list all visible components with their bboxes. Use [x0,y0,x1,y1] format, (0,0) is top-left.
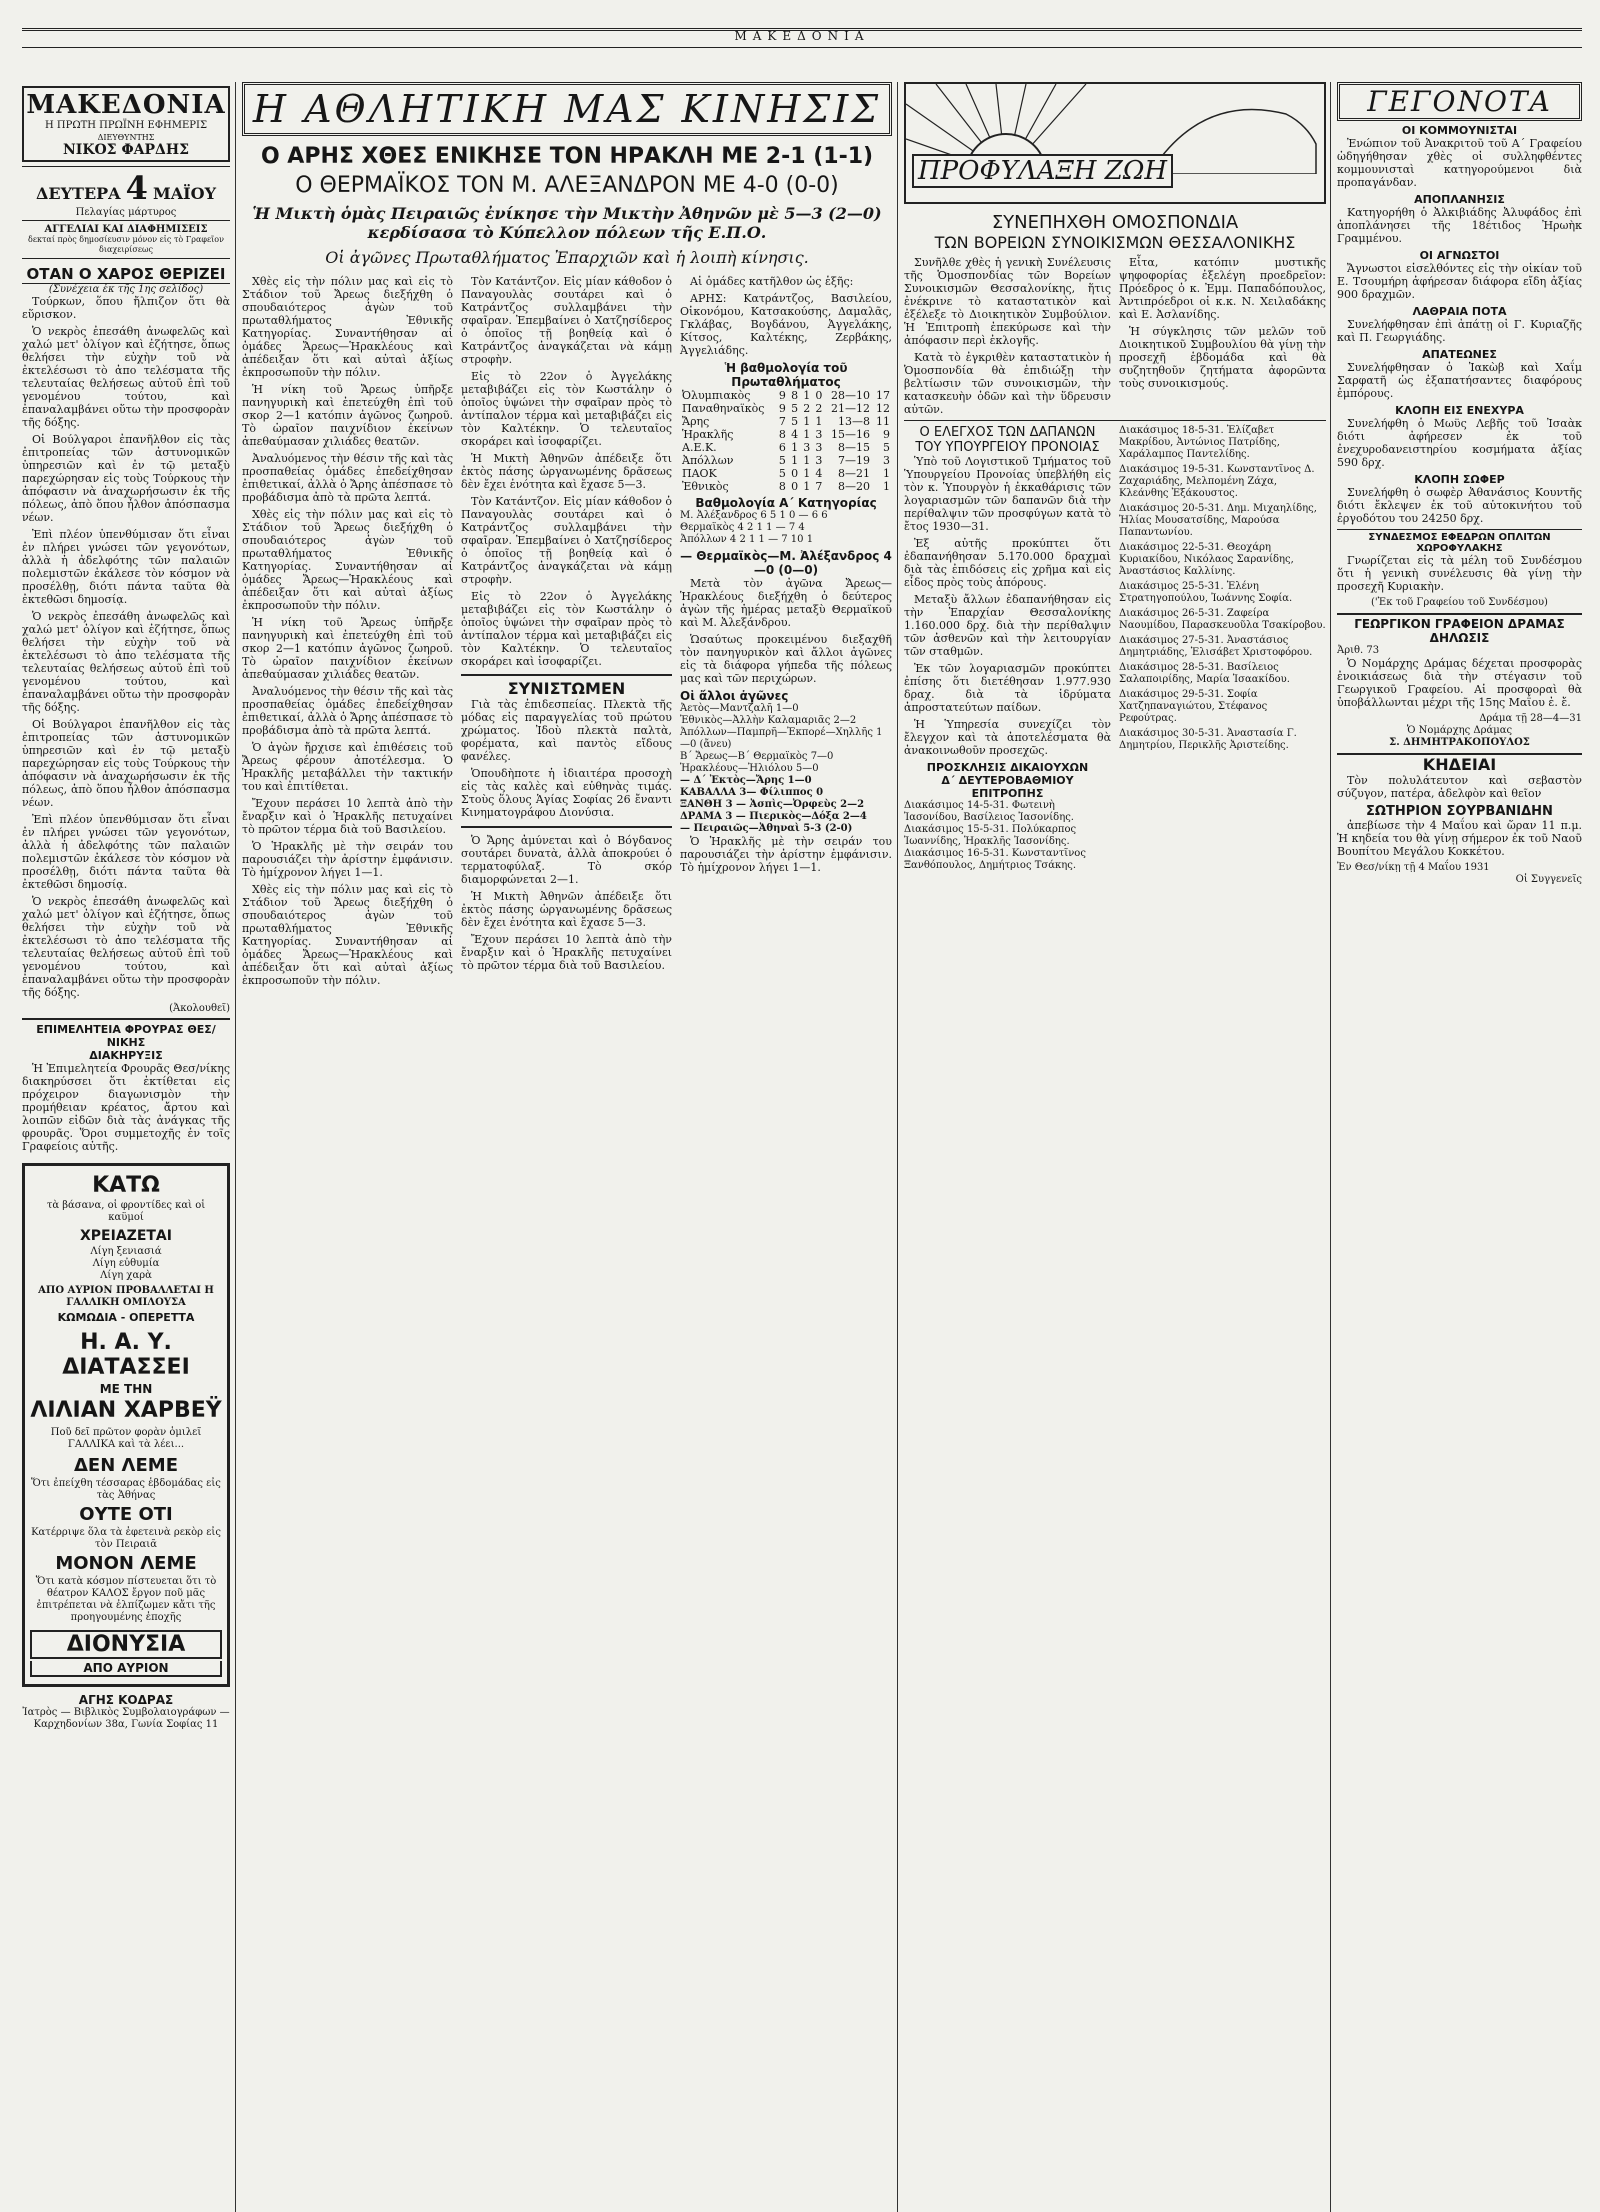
standings-value: 28—10 [831,389,871,402]
center-right-section [904,82,1326,872]
sports-paragraph: Ἡ νίκη τοῦ Ἄρεως ὑπῆρξε πανηγυρικὴ καὶ ἐπετεύχθη ἐπὶ τοῦ σκορ 2—1 κατόπιν ἀγῶνος ζωηροῦ. Τὸ ὡραῖον παιχνίδιον ἐκείνων ἀπεθαύμασαν χιλιάδες θεατῶν. [242,616,453,681]
sports-headline-2: Ο ΘΕΡΜΑΪΚΟΣ ΤΟΝ Μ. ΑΛΕΞΑΝΔΡΟΝ ΜΕ 4-0 (0-0) [295,173,839,198]
director-name: ΝΙΚΟΣ ΦΑΡΔΗΣ [62,142,190,158]
sports-paragraph: Ἡ Μικτὴ Ἀθηνῶν ἀπέδειξε ὅτι ἐκτὸς πάσης ὡργανωμένης δρᾶσεως δὲν ἔχει ἐνότητα καὶ ἔχασε 5—3. [461,452,672,491]
sports-paragraph: Χθὲς εἰς τὴν πόλιν μας καὶ εἰς τὸ Στάδιον τοῦ Ἄρεως διεξήχθη ὁ σπουδαιότερος ἀγὼν τοῦ πρωταθλήματος Ἐθνικῆς Κατηγορίας. Συναντήθησαν αἱ ὁμάδες Ἄρεως—Ἡρακλέους καὶ ἀπέδειξαν ὅτι καὶ αὐταὶ ἀξίως ἐκπροσωποῦν τὴν πόλιν. [242,508,453,612]
sports-paragraph: Ἡ Μικτὴ Ἀθηνῶν ἀπέδειξε ὅτι ἐκτὸς πάσης ὡργανωμένης δρᾶσεως δὲν ἔχει ἐνότητα καὶ ἔχασε 5—3. [461,890,672,929]
ad-oute: ΟΥΤΕ ΟΤΙ [79,1504,173,1525]
news-item-text: Ἄγνωστοι εἰσελθόντες εἰς τὴν οἰκίαν τοῦ Ε. Τσουμήρη ἀφήρεσαν διάφορα εἴδη ἀξίας 900 δραχμῶν. [1337,262,1582,301]
office-date: Δράμα τῇ 28—4—31 [1479,713,1582,724]
column-rule [1330,82,1331,2212]
funeral-title: ΚΗΔΕΙΑΙ [1337,753,1582,774]
standings-value: 2 [815,402,823,415]
story-paragraph: Τούρκων, ὅπου ἤλπιζον ὅτι θὰ εὕρισκον. [22,295,230,321]
cinema-ad [22,1163,230,1687]
newspaper-page [22,30,1582,2188]
standings-value: 8—15 [838,441,871,454]
standings-value: 11 [876,415,890,428]
standings-value: 5 [778,454,786,467]
sports-banner-text: Η ΑΘΛΗΤΙΚΗ ΜΑΣ ΚΙΝΗΣΙΣ [252,87,882,131]
notice-block [22,1018,230,1153]
standings-team: Ἀπόλλων [682,454,734,467]
standings-value: 8—21 [838,467,871,480]
sports-paragraph: Ὁ Ἡρακλῆς μὲ τὴν σειράν του παρουσιάζει τὴν ἀρίστην ἐμφάνισιν. Τὸ ἡμίχρονον λήγει 1—1. [242,840,453,879]
ad-needs-1: Λίγη ξενιασιά [90,1246,162,1257]
sports-paragraph: Ἀναλυόμενος τὴν θέσιν τῆς καὶ τὰς προσπαθείας ὁμάδες ἐπεδείχθησαν ἐπιθετικαί, ἀλλὰ ὁ Ἄρης ἀπέσπασε τὸ προβάδισμα ἀπὸ τὰ πρῶτα λεπτά. [242,452,453,504]
assoc-sign: ('Ἐκ τοῦ Γραφείου τοῦ Συνδέσμου) [1371,597,1548,608]
ad-needs: ΧΡΕΙΑΖΕΤΑΙ [80,1228,172,1244]
standings-value: 1 [815,415,823,428]
news-item-title: ΑΠΟΠΛΑΝΗΣΙΣ [1414,193,1505,206]
funeral-date: Ἐν Θεσ/νίκῃ τῇ 4 Μαΐου 1931 [1337,862,1490,873]
office-sub: ΔΗΛΩΣΙΣ [1429,631,1490,645]
column-rule [235,82,236,2212]
standings-row [680,428,892,441]
masthead-box [22,86,230,162]
control-text: Ὑπὸ τοῦ Λογιστικοῦ Τμήματος τοῦ Ὑπουργείου Προνοίας ὑπεβλήθη εἰς τὸν κ. Ὑπουργὸν ἡ ἐκκαθάρισις τῶν λογαριασμῶν τῶν δαπανῶν διὰ τὴν περίθαλψιν τῶν προσφύγων κατὰ τὸ ἔτος 1930—31. [904,455,1111,533]
federation-col-a [904,256,1111,420]
standings-value: 3 [815,454,823,467]
teams-lineup: ΑΡΗΣ: Κατράντζος, Βασιλείου, Οἰκονόμου, Κατσακούσης, Δαμαλᾶς, Γκλάβας, Βογδάνου, Ἀγγελάκης, Κίτσος, Καλτέκης, Ζερβάκης, Ἀγγελιάδης. [680,292,892,357]
ad-genre: ΚΩΜΩΔΙΑ - ΟΠΕΡΕΤΤΑ [57,1311,195,1324]
standings-value: 15—16 [831,428,871,441]
sports-headline-3: Ἡ Μικτὴ ὁμὰς Πειραιῶς ἐνίκησε τὴν Μικτὴν Ἀθηνῶν μὲ 5—3 (2—0) κερδίσασα τὸ Κύπελλον πόλεων τῆς Ε.Π.Ο. [252,204,882,242]
recommend-box [461,674,672,828]
news-item-title: ΟΙ ΑΓΝΩΣΤΟΙ [1419,249,1500,262]
other-result: Ἡρακλέους—Ἠλιόλου 5—0 [680,763,819,774]
other-result: Ἀπόλλων—Παμπρῆ—Ἐκπορέ—Χηλλῆς 1—0 (ἄνευ) [680,727,883,750]
news-list [1337,124,1582,525]
sub-match-text: Μετὰ τὸν ἀγῶνα Ἄρεως—Ἡρακλέους διεξήχθη ὁ δεύτερος ἀγὼν τῆς ἡμέρας μεταξὺ Θερμαϊκοῦ καὶ Μ. Ἀλεξάνδρου. [680,577,892,629]
sports-col-b [461,275,672,991]
standings-value: 1 [803,454,811,467]
story-paragraph: Ὁ νεκρὸς ἐπεσάθη ἀνωφελῶς καὶ χαλώ μετ' ὀλίγον καὶ ἐζήτησε, ὅπως θελήσει τὴν εὐχὴν τοῦ νὰ ἐκτελέσωσι τὸ ἀπο τελέσματα τῆς τελευταίας θελήσεως αὐτοῦ ἐπὶ τοῦ γενομένου τούτου, καὶ ἐπαναλαμβάνει οὕτω τὴν προσφορὰν τῆς δόξης. [22,895,230,999]
recommend-text-2: Ὁπουδὴποτε ἡ ἰδιαιτέρα προσοχὴ εἰς τὰς καλὲς καὶ εὐθηνὰς τιμάς. Στοὺς ὅλους Ἁγίας Σοφίας 26 ἔναντι Κινηματογράφου Διονύσια. [461,767,672,819]
standings-value: 4 [815,467,823,480]
sched-row: Διακάσιμος 25-5-31. Ἑλένη Στρατηγοπούλου, Ἰωάννης Σοφία. [1119,581,1293,604]
sports-paragraph: Εἰς τὸ 22ον ὁ Ἀγγελάκης μεταβιβάζει εἰς τὸν Κωστάλην ὁ ὁποῖος ὑψώνει τὴν σφαῖραν πρὸς τὸ ἀντίπαλον τέρμα καὶ μεταβιβάζει εἰς τὸν Καλτέκην. Ὁ τελευταῖος σκοράρει καὶ ἰσοφαρίζει. [461,370,672,448]
news-item-text: Συνελήφθη ὁ Μωϋς Λεβῆς τοῦ Ἰσαὰκ διότι ἀφήρεσεν ἐκ τοῦ ἐνεχυροδανειστηρίου κοσμήματα ἀξίας 590 δρχ. [1337,417,1582,469]
standings-row [680,454,892,467]
sched-row: Διακάσιμος 26-5-31. Ζαφείρα Ναουμίδου, Παρασκευοῦλα Τσακίροβου. [1119,608,1326,631]
news-banner-text: ΓΕΓΟΝΟΤΑ [1367,85,1552,118]
standings-team: Ἐθνικὸς [682,480,729,493]
sports-section [242,82,892,991]
funeral-family: Οἱ Συγγενεῖς [1515,874,1582,885]
standings-value: 3 [815,428,823,441]
ads-notice [22,224,230,259]
federation-col-b [1119,256,1326,420]
standings-value: 9 [778,402,786,415]
month-name: ΜΑΪΟΥ [153,184,216,203]
standings-value: 1 [883,480,890,493]
b-row: Ἀπόλλων 4 2 1 1 — 7 10 1 [680,534,814,545]
standings-value: 1 [883,467,890,480]
other-result: Ἐθνικὸς—Ἀλλὴν Καλαμαριᾶς 2—2 [680,715,857,726]
sports-headline-4: Οἱ ἀγῶνες Πρωταθλήματος Ἐπαρχιῶν καὶ ἡ λοιπὴ κίνησις. [325,248,809,267]
standings-value: 8 [791,389,799,402]
claimants-title-2: Δ΄ ΔΕΥΤΕΡΟΒΑΘΜΙΟΥ ΕΠΙΤΡΟΠΗΣ [941,774,1074,800]
sports-col-a [242,275,453,991]
sports-paragraph: Ὁ Ἄρης ἀμύνεται καὶ ὁ Βόγδανος σουτάρει δυνατὰ, ἀλλὰ ἀποκρούει ὁ τερματοφύλαξ. Τὸ σκόρ διαμορφώνεται 2—1. [461,834,672,886]
ads-heading: ΑΓΓΕΛΙΑΙ ΚΑΙ ΔΙΑΦΗΜΙΣΕΙΣ [44,224,208,235]
office-title: ΓΕΩΡΓΙΚΟΝ ΓΡΑΦΕΙΟΝ ΔΡΑΜΑΣ [1337,613,1582,631]
sched-row: Διακάσιμος 19-5-31. Κωνσταντῖνος Δ. Ζαχαριάδης, Μελπομένη Ζάχα, Κλεάνθης Ἐξάκουστος. [1119,464,1315,499]
news-banner [1337,82,1582,121]
news-item-text: Συνελήφθη ὁ σωφὲρ Ἀθανάσιος Κουντῆς διότι ἔκλεψεν ἐκ τοῦ αὐτοκινήτου τοῦ ἐργοδότου του 24250 δρχ. [1337,486,1582,525]
day-name: ΔΕΥΤΕΡΑ [36,184,121,203]
standings-title: Ἡ βαθμολογία τοῦ Πρωταθλήματος [724,361,848,389]
standings-value: 3 [803,441,811,454]
mid-result: — Πειραιῶς—Ἀθηναὶ 5-3 (2-0) [680,823,853,834]
other-result: Ἀετὸς—Μαντζαλῆ 1—0 [680,703,799,714]
standings-value: 3 [883,454,890,467]
control-text: Μεταξὺ ἄλλων ἐδαπανήθησαν εἰς τὴν Ἐπαρχίαν Θεσσαλονίκης 1.160.000 δρχ. διὰ τὴν περίθαλψιν τῶν ἀσθενῶν καὶ τὴν λειτουργίαν τῶν σταθμῶν. [904,593,1111,658]
sports-headline-1: Ο ΑΡΗΣ ΧΘΕΣ ΕΝΙΚΗΣΕ ΤΟΝ ΗΡΑΚΛΗ ΜΕ 2-1 (1-1) [260,144,874,169]
profylaxis-logo-text: ΠΡΟΦΥΛΑΞΗ ΖΩΗ [912,154,1173,188]
standings-value: 1 [803,467,811,480]
profylaxis-logo [904,82,1326,204]
standings-team: Ἄρης [682,415,710,428]
sched-row: Διακάσιμος 15-5-31. Πολύκαρπος Ἰωαννίδης, Ἡρακλῆς Ἰασονίδης. [904,824,1077,847]
standings-value: 13—8 [838,415,871,428]
sports-paragraph: Ὁ Ἡρακλῆς μὲ τὴν σειράν του παρουσιάζει τὴν ἀρίστην ἐμφάνισιν. Τὸ ἡμίχρονον λήγει 1—1. [680,835,892,874]
mid-result: — Δ΄ Ἐκτὸς—Ἄρης 1—0 [680,775,812,786]
claimants-title: ΠΡΟΣΚΛΗΣΙΣ ΔΙΚΑΙΟΥΧΩΝ [926,761,1089,774]
paper-subtitle: Η ΠΡΩΤΗ ΠΡΩΪΝΗ ΕΦΗΜΕΡΙΣ [44,120,208,131]
standings-value: 17 [876,389,890,402]
standings-value: 5 [778,467,786,480]
standings-team: Α.Ε.Κ. [682,441,717,454]
standings-value: 7 [778,415,786,428]
standings-value: 21—12 [831,402,871,415]
funeral-name: ΣΩΤΗΡΙΟΝ ΣΟΥΡΒΑΝΙΔΗΝ [1366,804,1553,819]
federation-text: Εἶτα, κατόπιν μυστικῆς ψηφοφορίας ἐξελέγη προεδρεῖον: Πρόεδρος ὁ κ. Ἐμμ. Παπαδόπουλος, Ἀντιπρόεδροι οἱ κ.κ. Ν. Χειλαδάκης καὶ Ε. Ἀσλανίδης. [1119,256,1326,321]
standings-value: 6 [778,441,786,454]
recommend-text: Γιὰ τὰς ἐπιδεσπείας. Πλεκτὰ τῆς μόδας εἰς παραγγελίας τοῦ πρώτου χρώματος. Ἰδοὺ πλεκτὰ παλτὰ, φορέματα, καὶ παντὸς εἴδους φανέλες. [461,698,672,763]
news-section [1337,82,1582,886]
ad-lilian: ΛΙΛΙΑΝ ΧΑΡΒΕΫ [30,1398,222,1423]
standings-value: 5 [791,402,799,415]
doctor-name: ΑΓΗΣ ΚΟΔΡΑΣ [78,1693,174,1707]
news-item-title: ΚΛΟΠΗ ΣΩΦΕΡ [1414,473,1505,486]
others-title: Οἱ ἄλλοι ἀγῶνες [680,689,789,703]
office-name: Σ. ΔΗΜΗΤΡΑΚΟΠΟΥΛΟΣ [1389,737,1530,748]
standings-value: 8—20 [838,480,871,493]
mid-result: ΔΡΑΜΑ 3 — Πιερικὸς—Δόξα 2—4 [680,811,867,822]
sched-row: Διακάσιμος 16-5-31. Κωνσταντῖνος Ξανθόπουλος, Δημήτριος Τσάκης. [904,848,1086,871]
control-text: Ἐξ αὐτῆς προκύπτει ὅτι ἐδαπανήθησαν 5.170.000 δραχμαὶ διὰ τὰς ἐπιδόσεις εἰς χρῆμα καὶ εἰς εἶδος πρὸς τοὺς ἀπόρους. [904,537,1111,589]
story-paragraph: Ὁ νεκρὸς ἐπεσάθη ἀνωφελῶς καὶ χαλώ μετ' ὀλίγον καὶ ἐζήτησε, ὅπως θελήσει τὴν εὐχὴν τοῦ νὰ ἐκτελέσωσι τὸ ἀπο τελέσματα τῆς τελευταίας θελήσεως αὐτοῦ ἐπὶ τοῦ γενομένου τούτου, καὶ ἐπαναλαμβάνει οὕτω τὴν προσφορὰν τῆς δόξης. [22,325,230,429]
news-item-title: ΛΑΘΡΑΙΑ ΠΟΤΑ [1412,305,1507,318]
sched-row: Διακάσιμος 28-5-31. Βασίλειος Σαλαποιρίδης, Μαρία Ἰσαακίδου. [1119,662,1290,685]
sched-row: Διακάσιμος 27-5-31. Ἀναστάσιος Δημητριάδης, Ἐλισάβετ Χριστοφόρου. [1119,635,1313,658]
b-standings-title: Βαθμολογία Α΄ Κατηγορίας [695,496,877,510]
control-col-a [904,425,1111,872]
federation-headline-1: ΣΥΝΕΠΗΧΘΗ ΟΜΟΣΠΟΝΔΙΑ [991,212,1239,233]
ads-text: δεκταί πρὸς δημοσίευσιν μόνον εἰς τὸ Γραφεῖον διαχειρίσεως [28,235,224,254]
sched-row: Διακάσιμος 20-5-31. Δημ. Μιχαηλίδης, Ἠλίας Μουσατσίδης, Μαρούσα Παπαντωνίου. [1119,503,1317,538]
teams-intro: Αἱ ὁμάδες κατῆλθον ὡς ἑξῆς: [690,275,854,288]
sports-paragraph: Ἡ νίκη τοῦ Ἄρεως ὑπῆρξε πανηγυρικὴ καὶ ἐπετεύχθη ἐπὶ τοῦ σκορ 2—1 κατόπιν ἀγῶνος ζωηροῦ. Τὸ ὡραῖον παιχνίδιον ἐκείνων ἀπεθαύμασαν χιλιάδες θεατῶν. [242,383,453,448]
sports-paragraph: Χθὲς εἰς τὴν πόλιν μας καὶ εἰς τὸ Στάδιον τοῦ Ἄρεως διεξήχθη ὁ σπουδαιότερος ἀγὼν τοῦ πρωταθλήματος Ἐθνικῆς Κατηγορίας. Συναντήθησαν αἱ ὁμάδες Ἄρεως—Ἡρακλέους καὶ ἀπέδειξαν ὅτι καὶ αὐταὶ ἀξίως ἐκπροσωποῦν τὴν πόλιν. [242,883,453,987]
standings-value: 1 [803,480,811,493]
story-paragraph: Ἐπὶ πλέον ὑπενθύμισαν ὅτι εἶναι ἐν πλήρει γνώσει τῶν γεγονότων, ἀλλὰ ἡ ἀδελφότης τῶν παλαιῶν πολεμιστῶν ἐκάλεσε τὸν κόσμον νὰ προσέλθῃ, διότι πάντα ταῦτα θὰ ἐκτεθῶσι δημοσίᾳ. [22,528,230,606]
left-column [22,82,230,1731]
ad-needs-3: Λίγη χαρὰ [100,1270,152,1281]
b-row: Θερμαϊκὸς 4 2 1 1 — 7 4 [680,522,805,533]
ad-from: ΑΠΟ ΑΥΡΙΟΝ [30,1661,222,1677]
column-rule [897,82,898,2212]
sched-row: Διακάσιμος 22-5-31. Θεοχάρη Κυριακίδου, Νικόλαος Σαρανίδης, Ἀναστάσιος Καλλίνης. [1119,542,1294,577]
news-item-title: ΑΠΑΤΕΩΝΕΣ [1422,348,1497,361]
assoc-title: ΣΥΝΔΕΣΜΟΣ ΕΦΕΔΡΩΝ ΟΠΛΙΤΩΝ ΧΩΡΟΦΥΛΑΚΗΣ [1337,529,1582,554]
standings-value: 12 [876,402,890,415]
ad-needs-2: Λίγη εὐθυμία [92,1258,160,1269]
sports-paragraph: Ὁ ἀγὼν ἤρχισε καὶ ἐπιθέσεις τοῦ Ἄρεως φέρουν ἀποτέλεσμα. Ὁ Ἡρακλῆς μεταβάλλει τὴν τακτικήν του καὶ ἐπιτίθεται. [242,741,453,793]
sports-paragraph: Ἔχουν περάσει 10 λεπτὰ ἀπὸ τὴν ἔναρξιν καὶ ὁ Ἡρακλῆς πετυχαίνει τὸ πρῶτον τέρμα διὰ τοῦ Βασιλείου. [461,933,672,972]
ad-tomorrow: ΑΠΟ ΑΥΡΙΟΝ ΠΡΟΒΑΛΛΕΤΑΙ Η ΓΑΛΛΙΚΗ ΟΜΙΛΟΥΣΑ [38,1285,214,1308]
federation-headline-2: ΤΩΝ ΒΟΡΕΙΩΝ ΣΥΝΟΙΚΙΣΜΩΝ ΘΕΣΣΑΛΟΝΙΚΗΣ [934,233,1296,252]
standings-value: 2 [803,402,811,415]
standings-value: 0 [791,467,799,480]
story-title: ΟΤΑΝ Ο ΧΑΡΟΣ ΘΕΡΙΖΕΙ [22,265,230,284]
standings-value: 1 [803,415,811,428]
news-item-text: Ἐνώπιον τοῦ Ἀνακριτοῦ τοῦ Α΄ Γραφείου ὡδηγήθησαν χθὲς οἱ συλληφθέντες κομμουνισταὶ κατηγορούμενοι διὰ προπαγάνδαν. [1337,137,1582,189]
sports-col-c [680,275,892,991]
sched-row: Διακάσιμος 30-5-31. Ἀναστασία Γ. Δημητρίου, Περικλῆς Ἀριστείδης. [1119,728,1297,751]
story-paragraph: Οἱ Βούλγαροι ἐπανῆλθον εἰς τὰς ἐπιτροπείας τῶν ἀστυνομικῶν ὑπηρεσιῶν καὶ ἐν τῷ μεταξὺ παρεχώρησαν εἰς τοὺς Τούρκους τὴν ἀπόφασιν νὰ ἀναχωρήσωσιν ἐκ τῆς πόλεως, ἀπὸ ὅπου ἦλθον ἀπόσπασμα νέων. [22,718,230,809]
mid-result: ΚΑΒΑΛΛΑ 3— Φίλιππος 0 [680,787,824,798]
news-item-title: ΚΛΟΠΗ ΕΙΣ ΕΝΕΧΥΡΑ [1395,404,1524,417]
story-paragraph: Οἱ Βούλγαροι ἐπανῆλθον εἰς τὰς ἐπιτροπείας τῶν ἀστυνομικῶν ὑπηρεσιῶν καὶ ἐν τῷ μεταξὺ παρεχώρησαν εἰς τοὺς Τούρκους τὴν ἀπόφασιν νὰ ἀναχωρήσωσιν ἐκ τῆς πόλεως, ἀπὸ ὅπου ἦλθον ἀπόσπασμα νέων. [22,433,230,524]
ad-monon: ΜΟΝΟΝ ΛΕΜΕ [55,1553,197,1574]
notice-title: ΕΠΙΜΕΛΗΤΕΙΑ ΦΡΟΥΡΑΣ ΘΕΣ/ΝΙΚΗΣ [36,1023,216,1049]
sports-paragraph: Ἔχουν περάσει 10 λεπτὰ ἀπὸ τὴν ἔναρξιν καὶ ὁ Ἡρακλῆς πετυχαίνει τὸ πρῶτον τέρμα διὰ τοῦ Βασιλείου. [242,797,453,836]
standings-team: Ἡρακλῆς [682,428,734,441]
sports-paragraph: Ὡσαύτως προκειμένου διεξαχθῆ τὸν πανηγυρικὸν καὶ ἄλλοι ἀγῶνες εἰς τὰ διάφορα γήπεδα τῆς πόλεως μας καὶ τῶν περιχώρων. [680,633,892,685]
standings-value: 0 [815,389,823,402]
sub-match: — Θερμαϊκὸς—Μ. Ἀλέξανδρος 4—0 (0—0) [680,549,892,577]
sports-columns [242,275,892,991]
ad-monon-sub: Ὅτι κατὰ κόσμον πίστευεται ὅτι τὸ θέατρον ΚΑΛΟΣ ἔργον ποῦ μᾶς ἐπιτρέπεται νὰ ἐλπίζωμεν κἄτι τῆς προηγουμένης ἐποχῆς [35,1576,217,1623]
news-item-text: Συνελήφθησαν ὁ Ἰακὼβ καὶ Χαΐμ Σαρφατῆ ὡς ἐξαπατήσαντες διαφόρους ἐμπόρους. [1337,361,1582,400]
story-paragraph: Ἐπὶ πλέον ὑπενθύμισαν ὅτι εἶναι ἐν πλήρει γνώσει τῶν γεγονότων, ἀλλὰ ἡ ἀδελφότης τῶν παλαιῶν πολεμιστῶν ἐκάλεσε τὸν κόσμον νὰ προσέλθῃ, διότι πάντα ταῦτα θὰ ἐκτεθῶσι δημοσίᾳ. [22,813,230,891]
standings-value: 1 [803,389,811,402]
sched-row: Διακάσιμος 29-5-31. Σοφία Χατζηπαναγιώτου, Στέφανος Ρεφούτρας. [1119,689,1268,724]
paper-title: ΜΑΚΕΔΟΝΙΑ [26,90,226,120]
standings-team: Ὀλυμπιακὸς [682,389,751,402]
sports-paragraph: Εἰς τὸ 22ον ὁ Ἀγγελάκης μεταβιβάζει εἰς τὸν Κωστάλην ὁ ὁποῖος ὑψώνει τὴν σφαῖραν πρὸς τὸ ἀντίπαλον τέρμα καὶ μεταβιβάζει εἰς τὸν Καλτέκην. Ὁ τελευταῖος σκοράρει καὶ ἰσοφαρίζει. [461,590,672,668]
director-label: ΔΙΕΥΘΥΝΤΗΣ [97,133,155,142]
news-item-text: Κατηγορήθη ὁ Ἀλκιβιάδης Ἀλυφάδος ἐπὶ ἀποπλάνησει τῆς 18έτιδος Ἠρωὴκ Γραμμένου. [1337,206,1582,245]
ad-cinema: ΔΙΟΝΥΣΙΑ [30,1630,222,1659]
assoc-text: Γνωρίζεται εἰς τὰ μέλη τοῦ Συνδέσμου ὅτι ἡ γενικὴ συνέλευσις θὰ γίνῃ τὴν προσεχῆ Κυριακὴν. [1337,554,1582,593]
federation-text: Συνῆλθε χθὲς ἡ γενικὴ Συνέλευσις τῆς Ὁμοσπονδίας τῶν Βορείων Συνοικισμῶν Θεσσαλονίκης, ἥτις ἐνέκρινε τὸ καταστατικὸν καὶ ἐξέλεξε τὸ Διοικητικὸν Συμβούλιον. Ἡ Ἐπιτροπὴ ἐπεκύρωσε καὶ τὴν ἀπόφασιν περὶ ἐκλογῆς. [904,256,1111,347]
control-headline-1: Ο ΕΛΕΓΧΟΣ ΤΩΝ ΔΑΠΑΝΩΝ [919,425,1096,440]
story-sign: (Ἀκολουθεῖ) [169,1003,230,1014]
sched-row: Διακάσιμος 14-5-31. Φωτεινὴ Ἰασονίδου, Βασίλειος Ἰασονίδης. [904,800,1074,823]
mid-result: ΞΑΝΘΗ 3 — Ἀσπὶς—Ὀρφεὺς 2—2 [680,799,865,810]
standings-value: 3 [815,441,823,454]
standings-row [680,467,892,480]
standings-row [680,441,892,454]
standings-row [680,389,892,402]
sports-paragraph: Ἀναλυόμενος τὴν θέσιν τῆς καὶ τὰς προσπαθείας ὁμάδες ἐπεδείχθησαν ἐπιθετικαί, ἀλλὰ ὁ Ἄρης ἀπέσπασε τὸ προβάδισμα ἀπὸ τὰ πρῶτα λεπτά. [242,685,453,737]
saint-day: Πελαγίας μάρτυρος [75,207,177,218]
control-headline-2: ΤΟΥ ΥΠΟΥΡΓΕΙΟΥ ΠΡΟΝΟΙΑΣ [915,440,1100,455]
ad-me: ΜΕ ΤΗΝ [99,1382,153,1396]
federation-text: Κατὰ τὸ ἐγκριθὲν καταστατικὸν ἡ Ὁμοσπονδία θὰ ἐπιδιώξῃ τὴν βελτίωσιν τῶν συνοικισμῶν, τὴν κατασκευὴν ὁδῶν καὶ τὴν ὕδρευσιν αὐτῶν. [904,351,1111,416]
date-number: 4 [125,169,148,207]
control-col-b [1119,425,1326,872]
standings-row [680,402,892,415]
sched-row: Διακάσιμος 18-5-31. Ἐλίζαβετ Μακρίδου, Ἀντώνιος Πατρίδης, Χαράλαμπος Παντελίδης. [1119,425,1280,460]
standings-value: 8 [778,480,786,493]
news-item-title: ΟΙ ΚΟΜΜΟΥΝΙΣΤΑΙ [1401,124,1518,137]
standings-value: 1 [803,428,811,441]
funeral-text-2: ἀπεβίωσε τὴν 4 Μαΐου καὶ ὥραν 11 π.μ. Ἡ κηδεία του θὰ γίνῃ σήμερον ἐκ τοῦ Ναοῦ Βουπίτου Μεγάλου Κοκκέτου. [1337,819,1582,858]
ad-den-sub: Ὅτι ἐπείχθη τέσσαρας ἑβδομάδας εἰς τὰς Ἀθήνας [31,1478,221,1501]
standings-value: 7 [815,480,823,493]
standings-value: 1 [791,454,799,467]
standings-value: 7—19 [838,454,871,467]
ad-kato-sub: τὰ βάσανα, οἱ φροντίδες καὶ οἱ καϋμοί [46,1200,206,1223]
news-item-text: Συνελήφθησαν ἐπὶ ἀπάτῃ οἱ Γ. Κυριαζῆς καὶ Π. Γεωργιάδης. [1337,318,1582,344]
recommend-title: ΣΥΝΙΣΤΩΜΕΝ [507,679,626,698]
sports-banner [242,82,892,136]
standings-value: 5 [883,441,890,454]
standings-value: 9 [778,389,786,402]
standings-value: 9 [883,428,890,441]
masthead-strip-text: ΜΑΚΕΔΟΝΙΑ [734,29,870,43]
date-box [22,166,230,221]
ad-oute-sub: Κατέρριψε ὅλα τὰ ἐφετεινὰ ρεκὸρ εἰς τὸν Πειραιᾶ [31,1527,221,1550]
standings-value: 0 [791,480,799,493]
sports-paragraph: Χθὲς εἰς τὴν πόλιν μας καὶ εἰς τὸ Στάδιον τοῦ Ἄρεως διεξήχθη ὁ σπουδαιότερος ἀγὼν τοῦ πρωταθλήματος Ἐθνικῆς Κατηγορίας. Συναντήθησαν αἱ ὁμάδες Ἄρεως—Ἡρακλέους καὶ ἀπέδειξαν ὅτι καὶ αὐταὶ ἀξίως ἐκπροσωποῦν τὴν πόλιν. [242,275,453,379]
control-text: Ἡ Ὑπηρεσία συνεχίζει τὸν ἔλεγχον καὶ τὰ ἀποτελέσματα θὰ ἀνακοινωθοῦν προσεχῶς. [904,718,1111,757]
ad-poy: Ποῦ δεῖ πρῶτον φορὰν ὁμιλεῖ ΓΑΛΛΙΚΑ καὶ τὰ λέει... [50,1427,202,1450]
control-body [904,420,1326,872]
office-text: Ὁ Νομάρχης Δράμας δέχεται προσφορὰς ἐνοικιάσεως διὰ τὴν στέγασιν τοῦ Γεωργικοῦ Γραφείου. Αἱ προσφοραὶ θὰ ὑποβάλλωνται μέχρι τῆς 15ης Μαΐου ἐ. ἔ. [1337,657,1582,709]
control-text: Ἐκ τῶν λογαριασμῶν προκύπτει ἐπίσης ὅτι διετέθησαν 1.977.930 δραχ. διὰ τὰ ἱδρύματα ἀπροστατεύτων παίδων. [904,662,1111,714]
sports-paragraph: Τὸν Κατάντζον. Εἰς μίαν κάθοδον ὁ Παναγουλὰς σουτάρει καὶ ὁ Κατράντζος συλλαμβάνει τὴν σφαῖραν. Ἐπεμβαίνει ὁ Χατζησίδερος ὁ ὁποῖος τῇ βοηθείᾳ καὶ ὁ Κατράντζος ἀναγκάζεται νὰ κάμῃ στροφὴν. [461,275,673,366]
standings-table [680,389,892,493]
standings-row [680,480,892,493]
other-result: Β΄ Ἄρεως—Β΄ Θερμαϊκὸς 7—0 [680,751,834,762]
masthead-strip [22,28,1582,48]
ad-hay: Η. Α. Υ. ΔΙΑΤΑΣΣΕΙ [62,1330,190,1380]
ad-den: ΔΕΝ ΛΕΜΕ [74,1455,178,1476]
standings-value: 4 [791,428,799,441]
ad-kato: ΚΑΤΩ [92,1173,160,1198]
standings-value: 8 [778,428,786,441]
sports-paragraph: Τὸν Κατάντζον. Εἰς μίαν κάθοδον ὁ Παναγουλὰς σουτάρει καὶ ὁ Κατράντζος συλλαμβάνει τὴν σφαῖραν. Ἐπεμβαίνει ὁ Χατζησίδερος ὁ ὁποῖος τῇ βοηθείᾳ καὶ ὁ Κατράντζος ἀναγκάζεται νὰ κάμῃ στροφὴν. [461,495,673,586]
story-continued: (Συνέχεια ἐκ τῆς 1ης σελίδος) [48,284,204,295]
standings-team: Παναθηναϊκὸς [682,402,765,415]
standings-value: 1 [791,441,799,454]
doctor-info: Ἰατρὸς — Βιβλικὸς Συμβολαιογράφων — Καρχηδονίων 38α, Γωνία Σοφίας 11 [22,1707,230,1730]
standings-value: 5 [791,415,799,428]
b-row: Μ. Ἀλέξανδρος 6 5 1 0 — 6 6 [680,510,828,521]
notice-subtitle: ΔΙΑΚΗΡΥΞΙΣ [89,1049,163,1062]
funeral-text: Τὸν πολυλάτευτον καὶ σεβαστὸν σύζυγον, πατέρα, ἀδελφὸν καὶ θεῖον [1337,774,1582,800]
standings-team: ΠΑΟΚ [682,467,717,480]
office-num: Ἀριθ. 73 [1337,645,1380,656]
story-paragraph: Ὁ νεκρὸς ἐπεσάθη ἀνωφελῶς καὶ χαλώ μετ' ὀλίγον καὶ ἐζήτησε, ὅπως θελήσει τὴν εὐχὴν τοῦ νὰ ἐκτελέσωσι τὸ ἀπο τελέσματα τῆς τελευταίας θελήσεως αὐτοῦ ἐπὶ τοῦ γενομένου τούτου, καὶ ἐπαναλαμβάνει οὕτω τὴν προσφορὰν τῆς δόξης. [22,610,230,714]
standings-row [680,415,892,428]
notice-text: Ἡ Ἐπιμελητεία Φρουρᾶς Θεσ/νίκης διακηρύσσει ὅτι ἐκτίθεται εἰς πρόχειρον διαγωνισμὸν τὴν προμήθειαν κρέατος, ἄρτου καὶ λοιπῶν εἰδῶν διὰ τὰς ἀνάγκας τῆς φρουρᾶς. Ὅροι συμμετοχῆς ἐν τοῖς Γραφείοις αὐτῆς. [22,1062,230,1153]
federation-body [904,256,1326,420]
federation-text: Ἡ σύγκλησις τῶν μελῶν τοῦ Διοικητικοῦ Συμβουλίου θὰ γίνῃ τὴν προσεχῆ ἑβδομάδα καὶ θὰ συζητηθοῦν ζητήματα ἀφορῶντα τοὺς συνοικισμούς. [1119,325,1326,390]
office-sign: Ὁ Νομάρχης Δράμας [1406,725,1513,736]
